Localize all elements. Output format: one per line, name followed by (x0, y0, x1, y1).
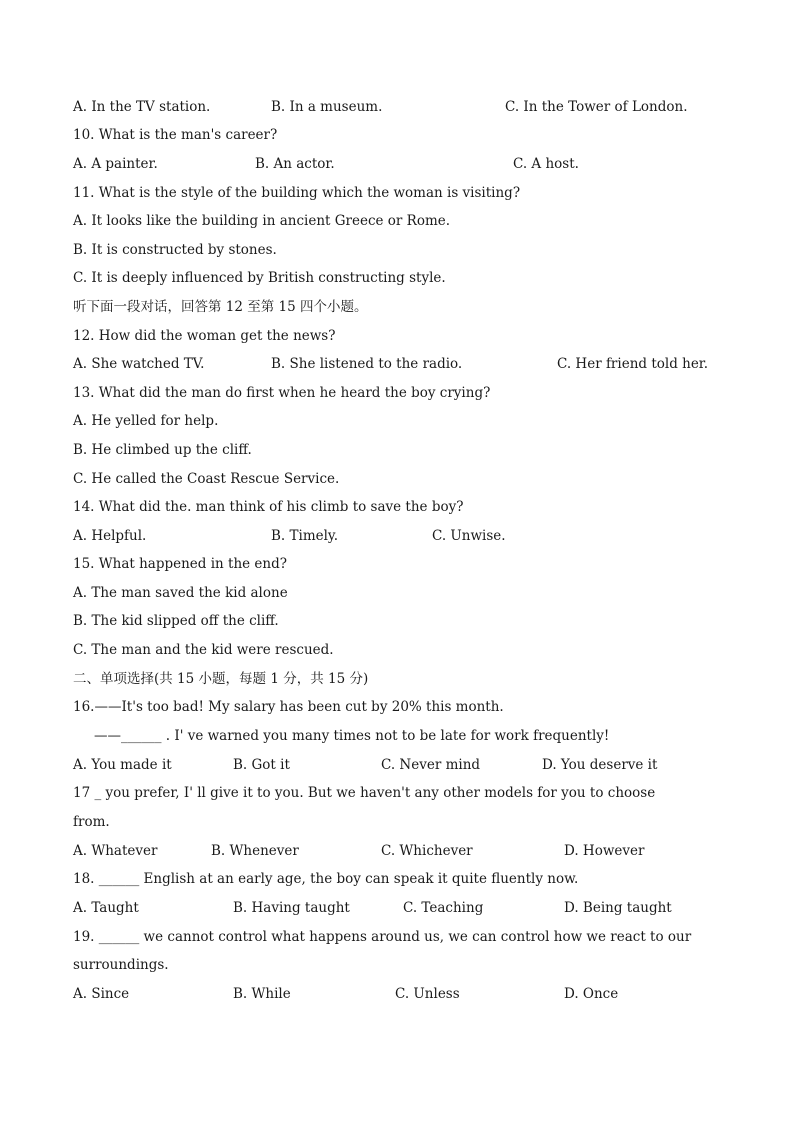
q17-line1: 17 _ you prefer, I' ll give it to you. But we haven't any other models for you to choose (73, 785, 656, 801)
q17-option-d: D. However (564, 843, 645, 859)
q15-option-c: C. The man and the kid were rescued. (73, 642, 334, 658)
q16-option-d: D. You deserve it (542, 757, 658, 773)
q18-option-a: A. Taught (73, 900, 139, 916)
q18-option-d: D. Being taught (564, 900, 672, 916)
q10-option-c: C. A host. (513, 156, 579, 172)
q11-option-a: A. It looks like the building in ancient Greece or Rome. (73, 213, 451, 229)
q11-question: 11. What is the style of the building which the woman is visiting? (73, 185, 521, 201)
q15-option-b: B. The kid slipped off the cliff. (73, 613, 279, 629)
q9-option-b: B. In a museum. (271, 99, 383, 115)
q12-option-a: A. She watched TV. (73, 356, 205, 372)
q18-option-c: C. Teaching (403, 900, 484, 916)
q15-option-a: A. The man saved the kid alone (73, 585, 288, 601)
q18-option-b: B. Having taught (233, 900, 350, 916)
q14-option-b: B. Timely. (271, 528, 339, 544)
q16-option-b: B. Got it (233, 757, 290, 773)
q19-line2: surroundings. (73, 957, 169, 973)
q16-line1: 16.——It's too bad! My salary has been cut by 20% this month. (73, 699, 504, 715)
q18-question: 18. ______ English at an early age, the boy can speak it quite fluently now. (73, 871, 579, 887)
q19-option-b: B. While (233, 986, 291, 1002)
q9-option-a: A. In the TV station. (73, 99, 211, 115)
q17-option-a: A. Whatever (73, 843, 158, 859)
q11-option-b: B. It is constructed by stones. (73, 242, 277, 258)
q13-option-c: C. He called the Coast Rescue Service. (73, 471, 340, 487)
q10-question: 10. What is the man's career? (73, 127, 278, 143)
q17-option-c: C. Whichever (381, 843, 473, 859)
q16-option-c: C. Never mind (381, 757, 481, 773)
q19-option-c: C. Unless (395, 986, 460, 1002)
q13-option-a: A. He yelled for help. (73, 413, 219, 429)
q17-option-b: B. Whenever (211, 843, 299, 859)
q16-option-a: A. You made it (73, 757, 172, 773)
q9-option-c: C. In the Tower of London. (505, 99, 688, 115)
q12-option-b: B. She listened to the radio. (271, 356, 463, 372)
section-two-heading: 二、单项选择(共 15 小题，每题 1 分，共 15 分) (73, 671, 369, 687)
q16-line2: ——______ . I' ve warned you many times not to be late for work frequently! (94, 728, 610, 744)
q15-question: 15. What happened in the end? (73, 556, 287, 572)
q19-option-a: A. Since (73, 986, 130, 1002)
q10-option-b: B. An actor. (255, 156, 335, 172)
section-dialog-instruction: 听下面一段对话，回答第 12 至第 15 四个小题。 (73, 299, 368, 315)
q19-line1: 19. ______ we cannot control what happens around us, we can control how we react to our (73, 929, 692, 945)
q10-option-a: A. A painter. (73, 156, 158, 172)
q11-option-c: C. It is deeply influenced by British constructing style. (73, 270, 446, 286)
q14-question: 14. What did the. man think of his climb to save the boy? (73, 499, 464, 515)
q14-option-c: C. Unwise. (432, 528, 506, 544)
q17-line2: from. (73, 814, 110, 830)
q12-option-c: C. Her friend told her. (557, 356, 709, 372)
q19-option-d: D. Once (564, 986, 619, 1002)
q13-option-b: B. He climbed up the cliff. (73, 442, 252, 458)
q14-option-a: A. Helpful. (73, 528, 147, 544)
q12-question: 12. How did the woman get the news? (73, 328, 336, 344)
q13-question: 13. What did the man do first when he heard the boy crying? (73, 385, 491, 401)
